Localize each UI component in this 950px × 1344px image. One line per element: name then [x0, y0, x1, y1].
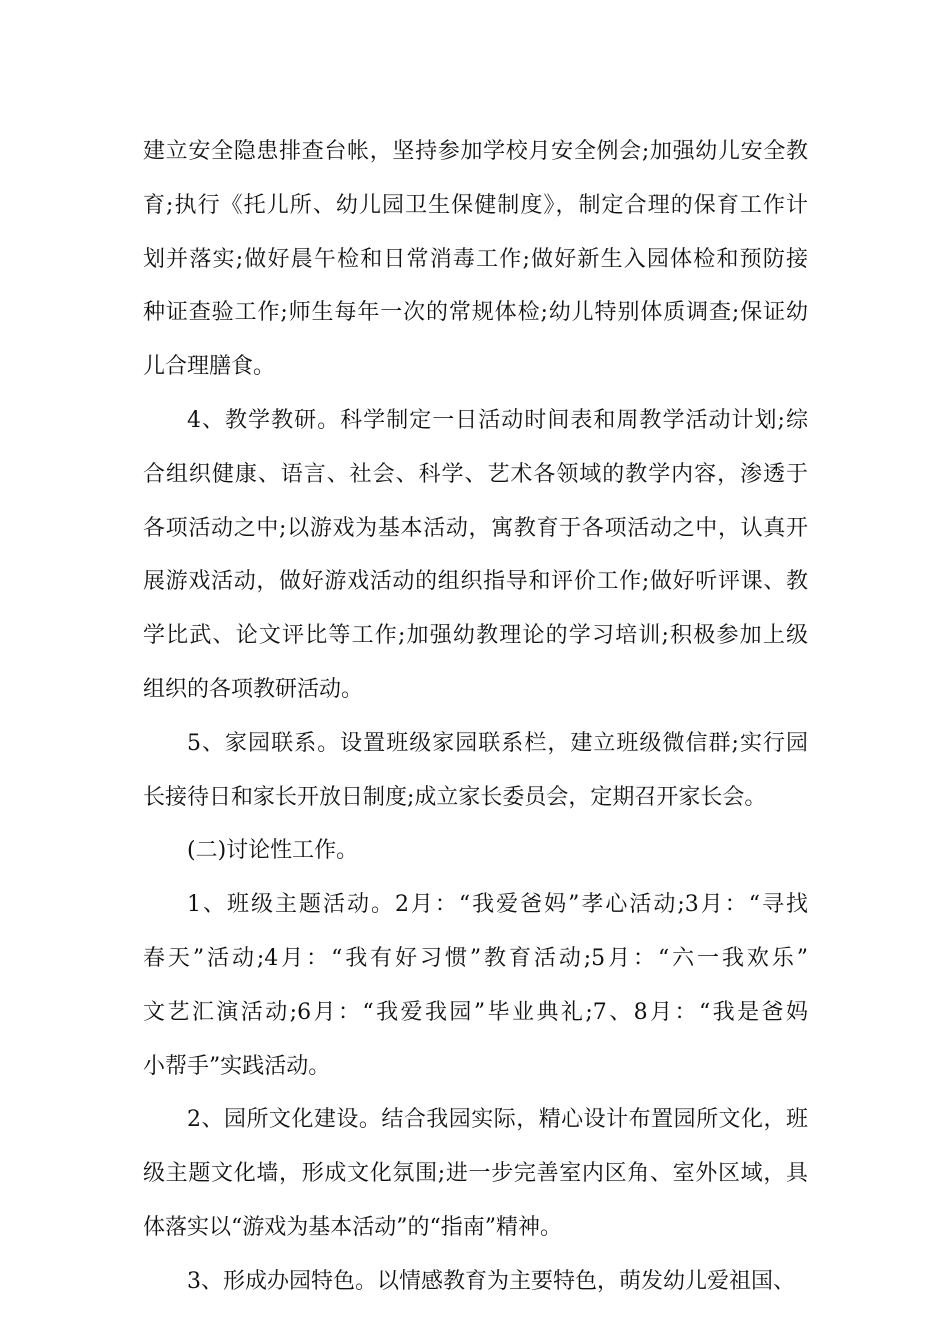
text-line: 体落实以“游戏为基本活动”的“指南”精神。 — [143, 1214, 562, 1240]
paragraph-first-line: 2、园所文化建设。结合我园实际，精心设计布置园所文化，班 — [187, 1107, 808, 1133]
document-body — [143, 125, 808, 1309]
text-line: 儿合理膳食。 — [143, 354, 276, 380]
section-heading: (二)讨论性工作。 — [187, 838, 359, 864]
text-line: 育;执行《托儿所、幼儿园卫生保健制度》，制定合理的保育工作计 — [143, 192, 808, 218]
text-line: 文艺汇演活动;6月：“我爱我园”毕业典礼;7、8月：“我是爸妈 — [143, 999, 808, 1025]
paragraph-first-line: 3、形成办园特色。以情感教育为主要特色，萌发幼儿爱祖国、 — [187, 1268, 795, 1294]
text-line: 组织的各项教研活动。 — [143, 676, 364, 702]
text-line: 春天”活动;4月：“我有好习惯”教育活动;5月：“六一我欢乐” — [143, 945, 808, 971]
text-line: 种证查验工作;师生每年一次的常规体检;幼儿特别体质调查;保证幼 — [143, 300, 808, 326]
text-line: 各项活动之中;以游戏为基本活动，寓教育于各项活动之中，认真开 — [143, 515, 808, 541]
text-line: 小帮手”实践活动。 — [143, 1053, 331, 1079]
text-line: 建立安全隐患排查台帐，坚持参加学校月安全例会;加强幼儿安全教 — [143, 139, 808, 164]
text-line: 学比武、论文评比等工作;加强幼教理论的学习培训;积极参加上级 — [143, 623, 808, 649]
text-line: 级主题文化墙，形成文化氛围;进一步完善室内区角、室外区域，具 — [143, 1161, 808, 1187]
paragraph-first-line: 1、班级主题活动。2月：“我爱爸妈”孝心活动;3月：“寻找 — [187, 892, 808, 918]
text-line: 合组织健康、语言、社会、科学、艺术各领域的教学内容，渗透于 — [143, 461, 808, 487]
paragraph-first-line: 5、家园联系。设置班级家园联系栏，建立班级微信群;实行园 — [187, 730, 808, 756]
paragraph-first-line: 4、教学教研。科学制定一日活动时间表和周教学活动计划;综 — [187, 407, 808, 433]
text-line: 划并落实;做好晨午检和日常消毒工作;做好新生入园体检和预防接 — [143, 246, 808, 272]
text-line: 长接待日和家长开放日制度;成立家长委员会，定期召开家长会。 — [143, 784, 767, 810]
text-line: 展游戏活动，做好游戏活动的组织指导和评价工作;做好听评课、教 — [143, 569, 808, 595]
